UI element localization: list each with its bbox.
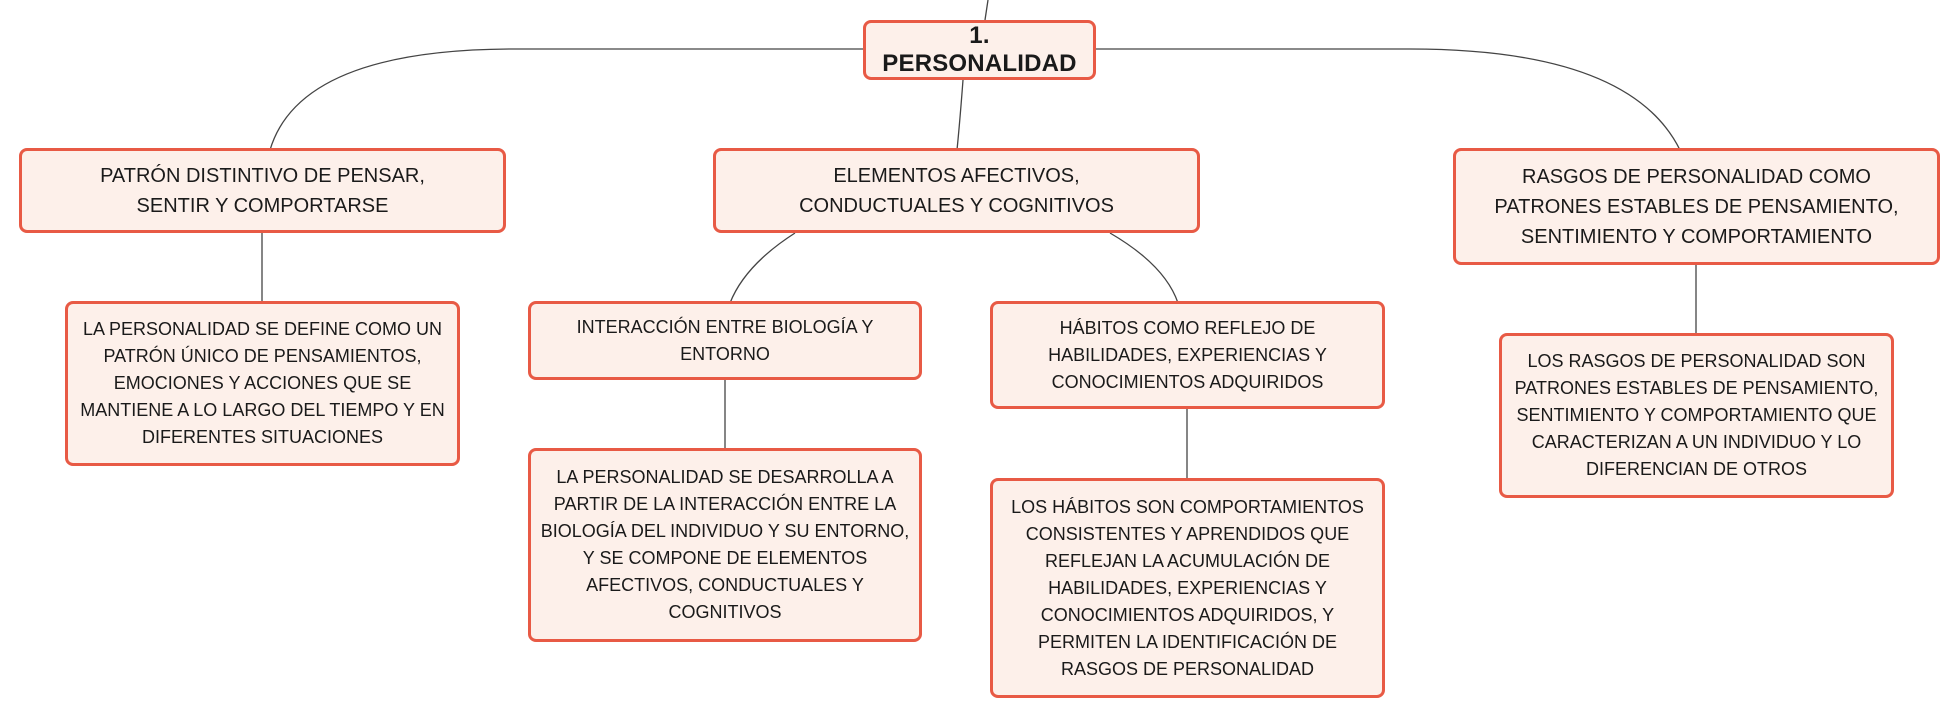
root-node-label: 1. PERSONALIDAD	[882, 22, 1077, 77]
detail-node-desarrollo[interactable]	[528, 448, 922, 642]
connector-root-branch1	[270, 49, 866, 150]
branch-node-rasgos[interactable]	[1453, 148, 1940, 265]
branch-node-label: RASGOS DE PERSONALIDAD COMO PATRONES ESTABLES DE PENSAMIENTO, SENTIMIENTO Y COMPORTAMIENTO	[1494, 165, 1899, 248]
detail-node-habitos[interactable]	[990, 478, 1385, 698]
connector-root-branch3	[1094, 49, 1680, 150]
detail-node-text: LA PERSONALIDAD SE DEFINE COMO UN PATRÓN ÚNICO DE PENSAMIENTOS, EMOCIONES Y ACCIONES QUE SE MANTIENE A LO LARGO DEL TIEMPO Y EN DIFERENTES SITUACIONES	[80, 319, 445, 447]
connector-root-branch2	[957, 80, 963, 150]
root-node[interactable]	[863, 20, 1096, 80]
child-node-label: HÁBITOS COMO REFLEJO DE HABILIDADES, EXPERIENCIAS Y CONOCIMIENTOS ADQUIRIDOS	[1048, 317, 1327, 392]
branch-node-label: PATRÓN DISTINTIVO DE PENSAR, SENTIR Y COMPORTARSE	[100, 164, 425, 217]
child-node-habitos[interactable]	[990, 301, 1385, 409]
branch-node-label: ELEMENTOS AFECTIVOS, CONDUCTUALES Y COGNITIVOS	[799, 164, 1114, 217]
detail-node-text: LOS HÁBITOS SON COMPORTAMIENTOS CONSISTENTES Y APRENDIDOS QUE REFLEJAN LA ACUMULACIÓN DE HABILIDADES, EXPERIENCIAS Y CONOCIMIENTOS ADQUIRIDOS, Y PERMITEN LA IDENTIFICACIÓN DE RASGOS DE PERSONALIDAD	[1011, 496, 1364, 679]
child-node-interaccion[interactable]	[528, 301, 922, 380]
detail-node-rasgos[interactable]	[1499, 333, 1894, 498]
branch-node-patron-distintivo[interactable]	[19, 148, 506, 233]
branch-node-elementos[interactable]	[713, 148, 1200, 233]
child-node-label: INTERACCIÓN ENTRE BIOLOGÍA Y ENTORNO	[576, 316, 874, 364]
detail-node-definicion[interactable]	[65, 301, 460, 466]
connector-root-parent	[985, 0, 988, 20]
connector-branch2-child2	[1110, 233, 1178, 303]
connector-branch2-child1	[730, 233, 795, 303]
detail-node-text: LA PERSONALIDAD SE DESARROLLA A PARTIR DE LA INTERACCIÓN ENTRE LA BIOLOGÍA DEL INDIVIDUO Y SU ENTORNO, Y SE COMPONE DE ELEMENTOS AFECTIVOS, CONDUCTUALES Y COGNITIVOS	[540, 467, 910, 622]
detail-node-text: LOS RASGOS DE PERSONALIDAD SON PATRONES ESTABLES DE PENSAMIENTO, SENTIMIENTO Y COMPORTAMIENTO QUE CARACTERIZAN A UN INDIVIDUO Y LO DIFERENCIAN DE OTROS	[1514, 351, 1879, 479]
